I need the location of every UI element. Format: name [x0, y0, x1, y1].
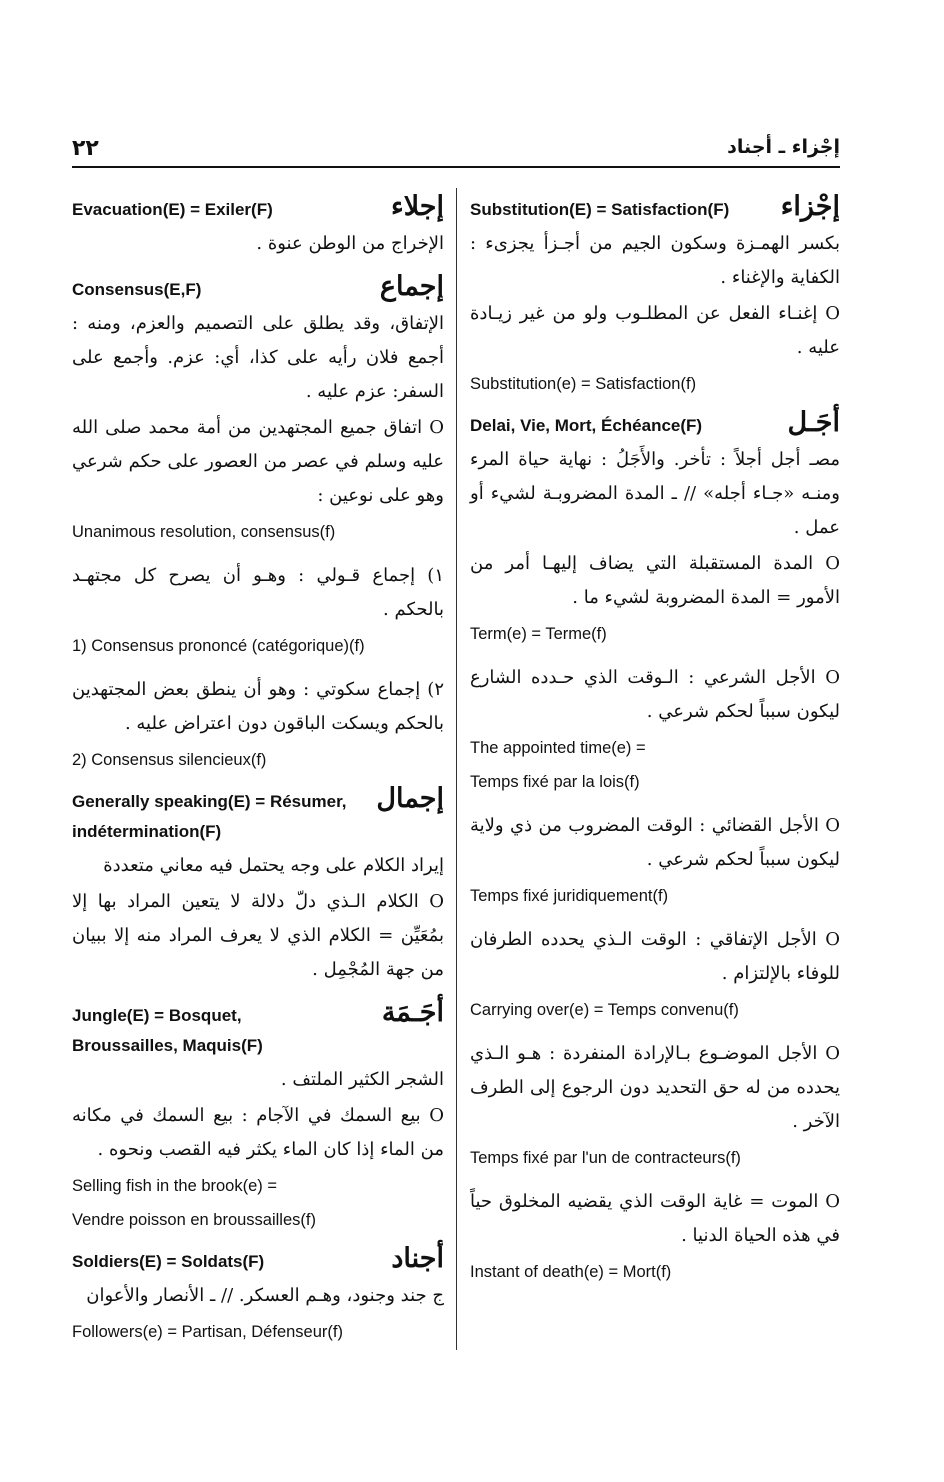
arabic-text: إيراد الكلام على وجه يحتمل فيه معاني متعددة: [103, 855, 444, 876]
translation-line: Term(e) = Terme(f): [470, 625, 607, 643]
dictionary-entry: [470, 191, 840, 397]
entry-headword: أجَـمَة: [381, 997, 444, 1028]
translation-line: 1) Consensus prononcé (catégorique)(f): [72, 637, 365, 655]
translation-line: The appointed time(e) =: [470, 739, 646, 757]
entry-headword: إجلاء: [391, 191, 444, 222]
entry-definition: Soldiers(E) = Soldats(F): [72, 1252, 265, 1271]
translation-line: 2) Consensus silencieux(f): [72, 751, 267, 769]
arabic-text: الإخراج من الوطن عنوة .: [256, 233, 444, 254]
right-column: [470, 191, 840, 1299]
translation-line: Temps fixé juridiquement(f): [470, 887, 669, 905]
arabic-text: O الأجل الإتفاقي : الوقت الـذي يحدده الطرفان للوفاء بالإلتزام .: [470, 929, 840, 984]
dictionary-entry: [470, 1185, 840, 1285]
arabic-text: O بيع السمك في الآجام : بيع السمك في مكانه من الماء إذا كان الماء يكثر فيه القصب ونحوه .: [72, 1105, 444, 1160]
entry-headword: إجْزاء: [780, 191, 840, 222]
dictionary-entry: [72, 559, 444, 659]
translation-line: Temps fixé par l'un de contracteurs(f): [470, 1149, 741, 1167]
entry-definition: Evacuation(E) = Exiler(F): [72, 200, 273, 219]
translation-line: Temps fixé par la lois(f): [470, 773, 640, 791]
left-column: [72, 191, 444, 1359]
translation-line: Unanimous resolution, consensus(f): [72, 523, 336, 541]
arabic-text: O الكلام الـذي دلّ دلالة لا يتعين المراد بها إلا بمُعَيِّن = الكلام الذي لا يعرف المراد منه إلا ببيان من جهة المُجْمِل .: [72, 891, 444, 980]
arabic-text: بكسر الهمـزة وسكون الجيم من أجـزأ يجزىء : الكفاية والإغناء .: [470, 233, 840, 288]
dictionary-entry: [470, 661, 840, 795]
dictionary-entry: [72, 673, 444, 773]
translation-line: Vendre poisson en broussailles(f): [72, 1211, 316, 1229]
page-number: ٢٢: [72, 136, 99, 161]
dictionary-entry: [72, 783, 444, 987]
dictionary-entry: [470, 407, 840, 647]
arabic-text: مصـ أجل أجلاً : تأخر. والأَجَلُ : نهاية حياة المرء ومنـه «جـاء أجله» // ـ المدة المضروبـة لشيء أو عمل .: [470, 449, 840, 538]
header-rule: [72, 166, 840, 168]
entry-definition: Generally speaking(E) = Résumer, indétermination(F): [72, 792, 347, 841]
translation-line: Instant of death(e) = Mort(f): [470, 1263, 672, 1281]
arabic-text: O إغنـاء الفعل عن المطلـوب ولو من غير زيـادة عليه .: [470, 303, 840, 358]
arabic-text: O الأجل الموضـوع بـالإرادة المنفردة : هـو الـذي يحدده من له حق التحديد دون الرجوع إلى الطرف الآخر .: [470, 1043, 840, 1132]
entry-definition: Substitution(E) = Satisfaction(F): [470, 200, 730, 219]
entry-definition: Consensus(E,F): [72, 280, 202, 299]
column-divider: [456, 188, 457, 1350]
arabic-text: الإتفاق، وقد يطلق على التصميم والعزم، ومنه : أجمع فلان رأيه على كذا، أي: عزم. وأجمع على السفر: عزم عليه .: [72, 313, 444, 402]
translation-line: Followers(e) = Partisan, Défenseur(f): [72, 1323, 343, 1341]
dictionary-entry: [470, 809, 840, 909]
arabic-text: O المدة المستقبلة التي يضاف إليهـا أمر من الأمور = المدة المضروبة لشيء ما .: [470, 553, 840, 608]
dictionary-entry: [72, 191, 444, 261]
dictionary-entry: [72, 271, 444, 545]
entry-headword: إجماع: [379, 271, 444, 302]
entry-definition: Delai, Vie, Mort, Échéance(F): [470, 416, 703, 435]
arabic-text: الشجر الكثير الملتف .: [280, 1069, 444, 1090]
translation-line: Carrying over(e) = Temps convenu(f): [470, 1001, 739, 1019]
arabic-text: O الموت = غاية الوقت الذي يقضيه المخلوق حياً في هذه الحياة الدنيا .: [470, 1191, 840, 1246]
dictionary-entry: [72, 1243, 444, 1345]
dictionary-entry: [470, 923, 840, 1023]
entry-headword: إجمال: [376, 783, 444, 814]
arabic-text: ج جند وجنود، وهـم العسكر. // ـ الأنصار والأعوان: [86, 1285, 444, 1306]
entry-definition: Jungle(E) = Bosquet, Broussailles, Maquis(F): [72, 1006, 263, 1055]
arabic-text: O الأجل القضائي : الوقت المضروب من ذي ولاية ليكون سبباً لحكم شرعي .: [470, 815, 840, 870]
arabic-text: O الأجل الشرعي : الـوقت الذي حـدده الشارع ليكون سبباً لحكم شرعي .: [470, 667, 840, 722]
entry-headword: أجَـل: [787, 407, 840, 438]
entry-headword: أجناد: [391, 1243, 444, 1274]
dictionary-entry: [470, 1037, 840, 1171]
translation-line: Substitution(e) = Satisfaction(f): [470, 375, 697, 393]
dictionary-entry: [72, 997, 444, 1233]
arabic-text: ١) إجماع قـولي : وهـو أن يصرح كل مجتهـد بالحكم .: [72, 565, 444, 620]
arabic-text: O اتفاق جميع المجتهدين من أمة محمد صلى الله عليه وسلم في عصر من العصور على حكم شرعي وهو على نوعين :: [72, 417, 444, 506]
translation-line: Selling fish in the brook(e) =: [72, 1177, 277, 1195]
arabic-text: ٢) إجماع سكوتي : وهو أن ينطق بعض المجتهدين بالحكم ويسكت الباقون دون اعتراض عليه .: [72, 679, 444, 734]
running-head: إجْزاء ـ أجناد: [727, 136, 840, 158]
